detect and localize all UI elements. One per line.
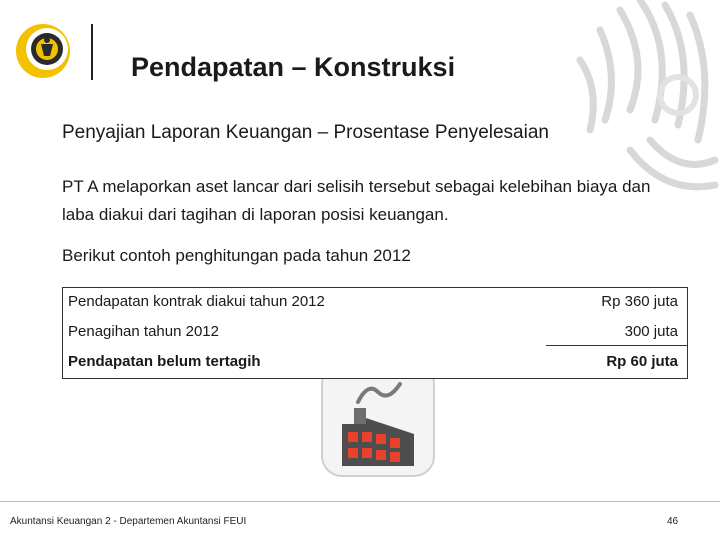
university-logo-icon <box>14 22 72 80</box>
page-title: Pendapatan – Konstruksi <box>131 52 456 82</box>
total-label: Pendapatan belum tertagih <box>68 353 261 370</box>
section-subtitle: Penyajian Laporan Keuangan – Prosentase Penyelesaian <box>62 122 549 143</box>
footer-text: Akuntansi Keuangan 2 - Departemen Akuntansi FEUI <box>10 516 247 527</box>
row-label: Pendapatan kontrak diakui tahun 2012 <box>68 293 325 310</box>
row-value: 300 juta <box>624 323 678 340</box>
intro-text: Berikut contoh penghitungan pada tahun 2012 <box>62 246 411 265</box>
table-row-total <box>63 348 687 376</box>
calculation-table <box>62 287 688 379</box>
row-label: Penagihan tahun 2012 <box>68 323 219 340</box>
table-row <box>63 288 687 316</box>
body-paragraph: PT A melaporkan aset lancar dari selisih tersebut sebagai kelebihan biaya dan laba diakui dari tagihan di laporan posisi keuangan. <box>62 177 651 224</box>
total-value: Rp 60 juta <box>606 353 678 370</box>
subtotal-line <box>546 345 687 346</box>
university-emblem-watermark-icon <box>500 0 720 200</box>
page-number: 46 <box>667 516 679 527</box>
row-value: Rp 360 juta <box>601 293 678 310</box>
factory-icon <box>320 362 436 478</box>
title-divider <box>91 24 93 80</box>
table-row <box>63 318 687 346</box>
footer-divider <box>0 501 720 502</box>
